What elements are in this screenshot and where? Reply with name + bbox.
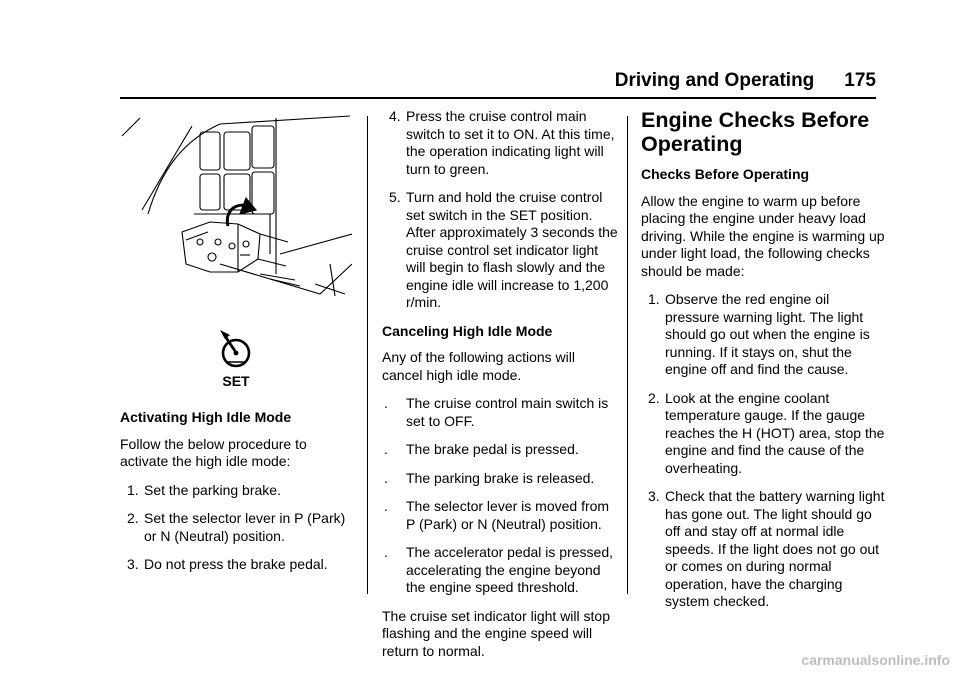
- column-divider-1: [367, 116, 368, 594]
- steering-column-lever-drawing: [120, 114, 352, 400]
- canceling-outro: The cruise set indicator light will stop flashing and the engine speed will return to normal.: [382, 607, 610, 659]
- cruise-set-symbol: [220, 330, 249, 366]
- checks-intro: Allow the engine to warm up before placing the engine under heavy load driving. While the engine is warming up under light load, the following checks should be made:: [641, 192, 885, 279]
- list-item: 2. Look at the engine coolant temperature gauge. If the gauge reaches the H (HOT) area, stop the engine and find the cause of the overheating.: [648, 389, 885, 476]
- checks-subheading: Checks Before Operating: [641, 166, 810, 182]
- section-title: Driving and Operating: [614, 70, 815, 91]
- watermark: carmanualsonline.info: [801, 652, 950, 668]
- column-2: [382, 108, 618, 671]
- list-item: 3. Do not press the brake pedal.: [127, 556, 328, 572]
- set-label: SET: [222, 373, 250, 389]
- list-item: 2. Set the selector lever in P (Park) or N (Neutral) position.: [127, 510, 346, 544]
- bullet-item: . The brake pedal is pressed.: [384, 441, 579, 457]
- list-item: 1. Set the parking brake.: [127, 481, 281, 498]
- column-3: [641, 108, 885, 622]
- activating-intro: Follow the below procedure to activate the high idle mode:: [120, 435, 307, 469]
- list-item: 4. Press the cruise control main switch to set it to ON. At this time, the operation indicating light will turn to green.: [389, 108, 615, 177]
- list-item: 1. Observe the red engine oil pressure warning light. The light should go out when the engine is running. If it stays on, shut the engine off and find the cause.: [648, 291, 870, 377]
- bullet-item: . The parking brake is released.: [384, 469, 595, 486]
- column-divider-2: [627, 116, 628, 594]
- list-item: 5. Turn and hold the cruise control set switch in the SET position. After approximately 3 seconds the cruise control set indicator light will begin to flash slowly and the engine idle will increase to 1,200 r/min.: [389, 189, 618, 310]
- page-number: 175: [844, 70, 876, 91]
- header-rule: [120, 97, 876, 99]
- bullet-item: . The selector lever is moved from P (Park) or N (Neutral) position.: [384, 498, 610, 532]
- bullet-item: . The cruise control main switch is set to OFF.: [384, 395, 609, 429]
- bullet-item: . The accelerator pedal is pressed, accelerating the engine beyond the engine speed threshold.: [384, 544, 613, 595]
- section-heading: Engine Checks Before Operating: [641, 108, 870, 156]
- canceling-heading: Canceling High Idle Mode: [382, 322, 553, 339]
- canceling-intro: Any of the following actions will cancel high idle mode.: [382, 349, 575, 383]
- cruise-lever-illustration: [120, 114, 352, 400]
- list-item: 3. Check that the battery warning light has gone out. The light should go off and stay off at normal idle speeds. If the light does not go out or comes on during normal operation, have the charging system checked.: [648, 488, 885, 609]
- page-header: [120, 70, 876, 96]
- column-1: [120, 409, 356, 585]
- activating-heading: Activating High Idle Mode: [120, 409, 292, 425]
